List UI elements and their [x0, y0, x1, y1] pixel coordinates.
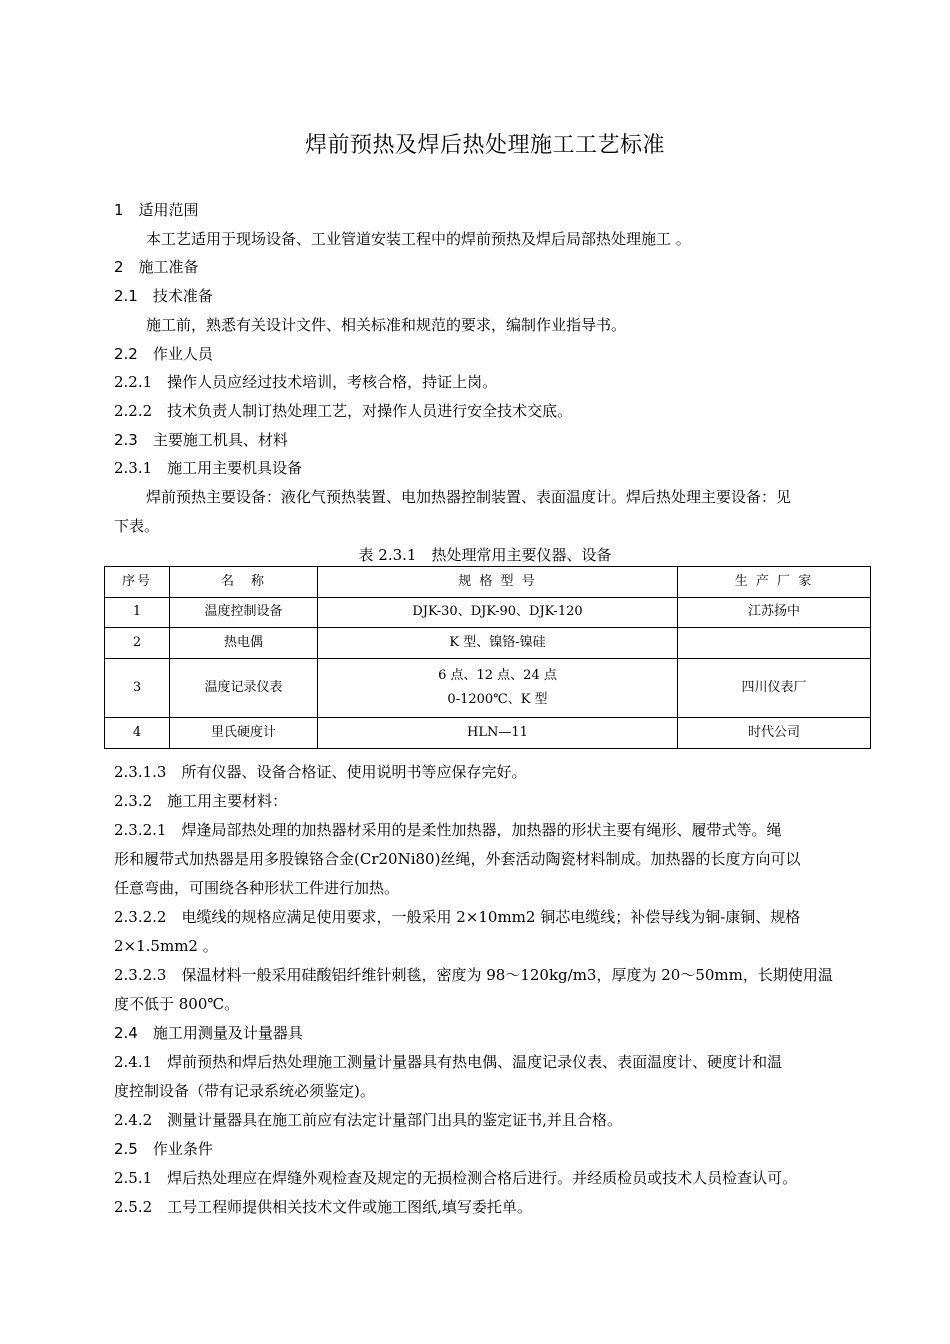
header-cell: 序号: [105, 567, 170, 598]
paragraph-line: 2.5.1 焊后热处理应在焊缝外观检查及规定的无损检测合格后进行。并经质检员或技术人员检查认可。: [114, 1169, 798, 1187]
paragraph-line: 2.3.2.2 电缆线的规格应满足使用要求，一般采用 2×10mm2 铜芯电缆线；补偿导线为铜-康铜、规格: [114, 908, 801, 926]
table-row: [105, 597, 871, 628]
cell-spec: HLN—11: [318, 718, 678, 749]
paragraph-line: 2.3.1 施工用主要机具设备: [114, 459, 303, 478]
section-heading: 2.5 作业条件: [114, 1140, 213, 1158]
table-row: [105, 628, 871, 659]
equipment-table: [104, 566, 871, 749]
paragraph-line: 2.3.2.3 保温材料一般采用硅酸铝纤维针刺毯，密度为 98～120kg/m3，厚度为 20～50mm，长期使用温: [114, 966, 833, 984]
cell-spec-line: 6 点、12 点、24 点: [438, 668, 557, 684]
paragraph-line: 下表。: [114, 516, 160, 535]
table-row: [105, 718, 871, 749]
cell-maker: [678, 628, 871, 659]
paragraph-line: 2.2.2 技术负责人制订热处理工艺，对操作人员进行安全技术交底。: [114, 401, 573, 420]
cell-no: 4: [105, 718, 170, 749]
cell-spec: [318, 658, 678, 718]
paragraph-line: 本工艺适用于现场设备、工业管道安装工程中的焊前预热及焊后局部热处理施工 。: [146, 229, 691, 248]
section-heading: 2.2 作业人员: [114, 344, 213, 363]
table-caption: [0, 545, 950, 565]
cell-maker: 时代公司: [678, 718, 871, 749]
section-heading: 2 施工准备: [114, 258, 199, 277]
section-heading: 2.4 施工用测量及计量器具: [114, 1024, 303, 1042]
paragraph-line: 形和履带式加热器是用多股镍铬合金(Cr20Ni80)丝绳，外套活动陶瓷材料制成。加热器的长度方向可以: [114, 850, 801, 868]
paragraph-line: 2.2.1 操作人员应经过技术培训，考核合格，持证上岗。: [114, 373, 498, 392]
paragraph-line: 2.4.1 焊前预热和焊后热处理施工测量计量器具有热电偶、温度记录仪表、表面温度计、硬度计和温: [114, 1053, 783, 1071]
cell-no: 1: [105, 597, 170, 628]
cell-name: 热电偶: [170, 628, 318, 659]
cell-name: 温度控制设备: [170, 597, 318, 628]
section-heading: 2.3 主要施工机具、材料: [114, 430, 288, 449]
paragraph-line: 2.3.2.1 焊逢局部热处理的加热器材采用的是柔性加热器，加热器的形状主要有绳形、履带式等。绳: [114, 821, 782, 839]
table-caption-text: 热处理常用主要仪器、设备: [431, 546, 612, 564]
paragraph-line: 2.4.2 测量计量器具在施工前应有法定计量部门出具的鉴定证书,并且合格。: [114, 1111, 622, 1129]
paragraph-line: 施工前，熟悉有关设计文件、相关标准和规范的要求，编制作业指导书。: [146, 315, 627, 334]
header-cell: 规 格 型 号: [318, 567, 678, 598]
cell-maker: 江苏扬中: [678, 597, 871, 628]
paragraph-line: 焊前预热主要设备：液化气预热装置、电加热器控制装置、表面温度计。焊后热处理主要设备：见: [146, 488, 792, 506]
cell-no: 2: [105, 628, 170, 659]
document-title: 焊前预热及焊后热处理施工工艺标准: [304, 133, 665, 158]
cell-maker: 四川仪表厂: [678, 658, 871, 718]
cell-no: 3: [105, 658, 170, 718]
paragraph-line: 2.3.2 施工用主要材料：: [114, 792, 288, 810]
cell-spec: DJK-30、DJK-90、DJK-120: [318, 597, 678, 628]
section-heading: 2.1 技术准备: [114, 287, 213, 306]
section-heading: 1 适用范围: [114, 201, 199, 219]
paragraph-line: 任意弯曲，可围绕各种形状工件进行加热。: [114, 879, 400, 897]
table-header-row: [105, 567, 871, 598]
header-cell: 名 称: [170, 567, 318, 598]
header-cell: 生 产 厂 家: [678, 567, 871, 598]
cell-spec: K 型、镍铬-镍硅: [318, 628, 678, 659]
cell-name: 温度记录仪表: [170, 658, 318, 718]
paragraph-line: 度不低于 800℃。: [114, 995, 240, 1013]
paragraph-line: 2×1.5mm2 。: [114, 937, 218, 955]
paragraph-line: 2.3.1.3 所有仪器、设备合格证、使用说明书等应保存完好。: [114, 763, 527, 781]
table-caption-number: 表 2.3.1: [358, 546, 417, 564]
cell-spec-line: 0-1200℃、K 型: [447, 692, 548, 708]
cell-name: 里氏硬度计: [170, 718, 318, 749]
paragraph-line: 度控制设备（带有记录系统必须鉴定)。: [114, 1082, 375, 1100]
paragraph-line: 2.5.2 工号工程师提供相关技术文件或施工图纸,填写委托单。: [114, 1198, 532, 1216]
table-row: [105, 658, 871, 718]
